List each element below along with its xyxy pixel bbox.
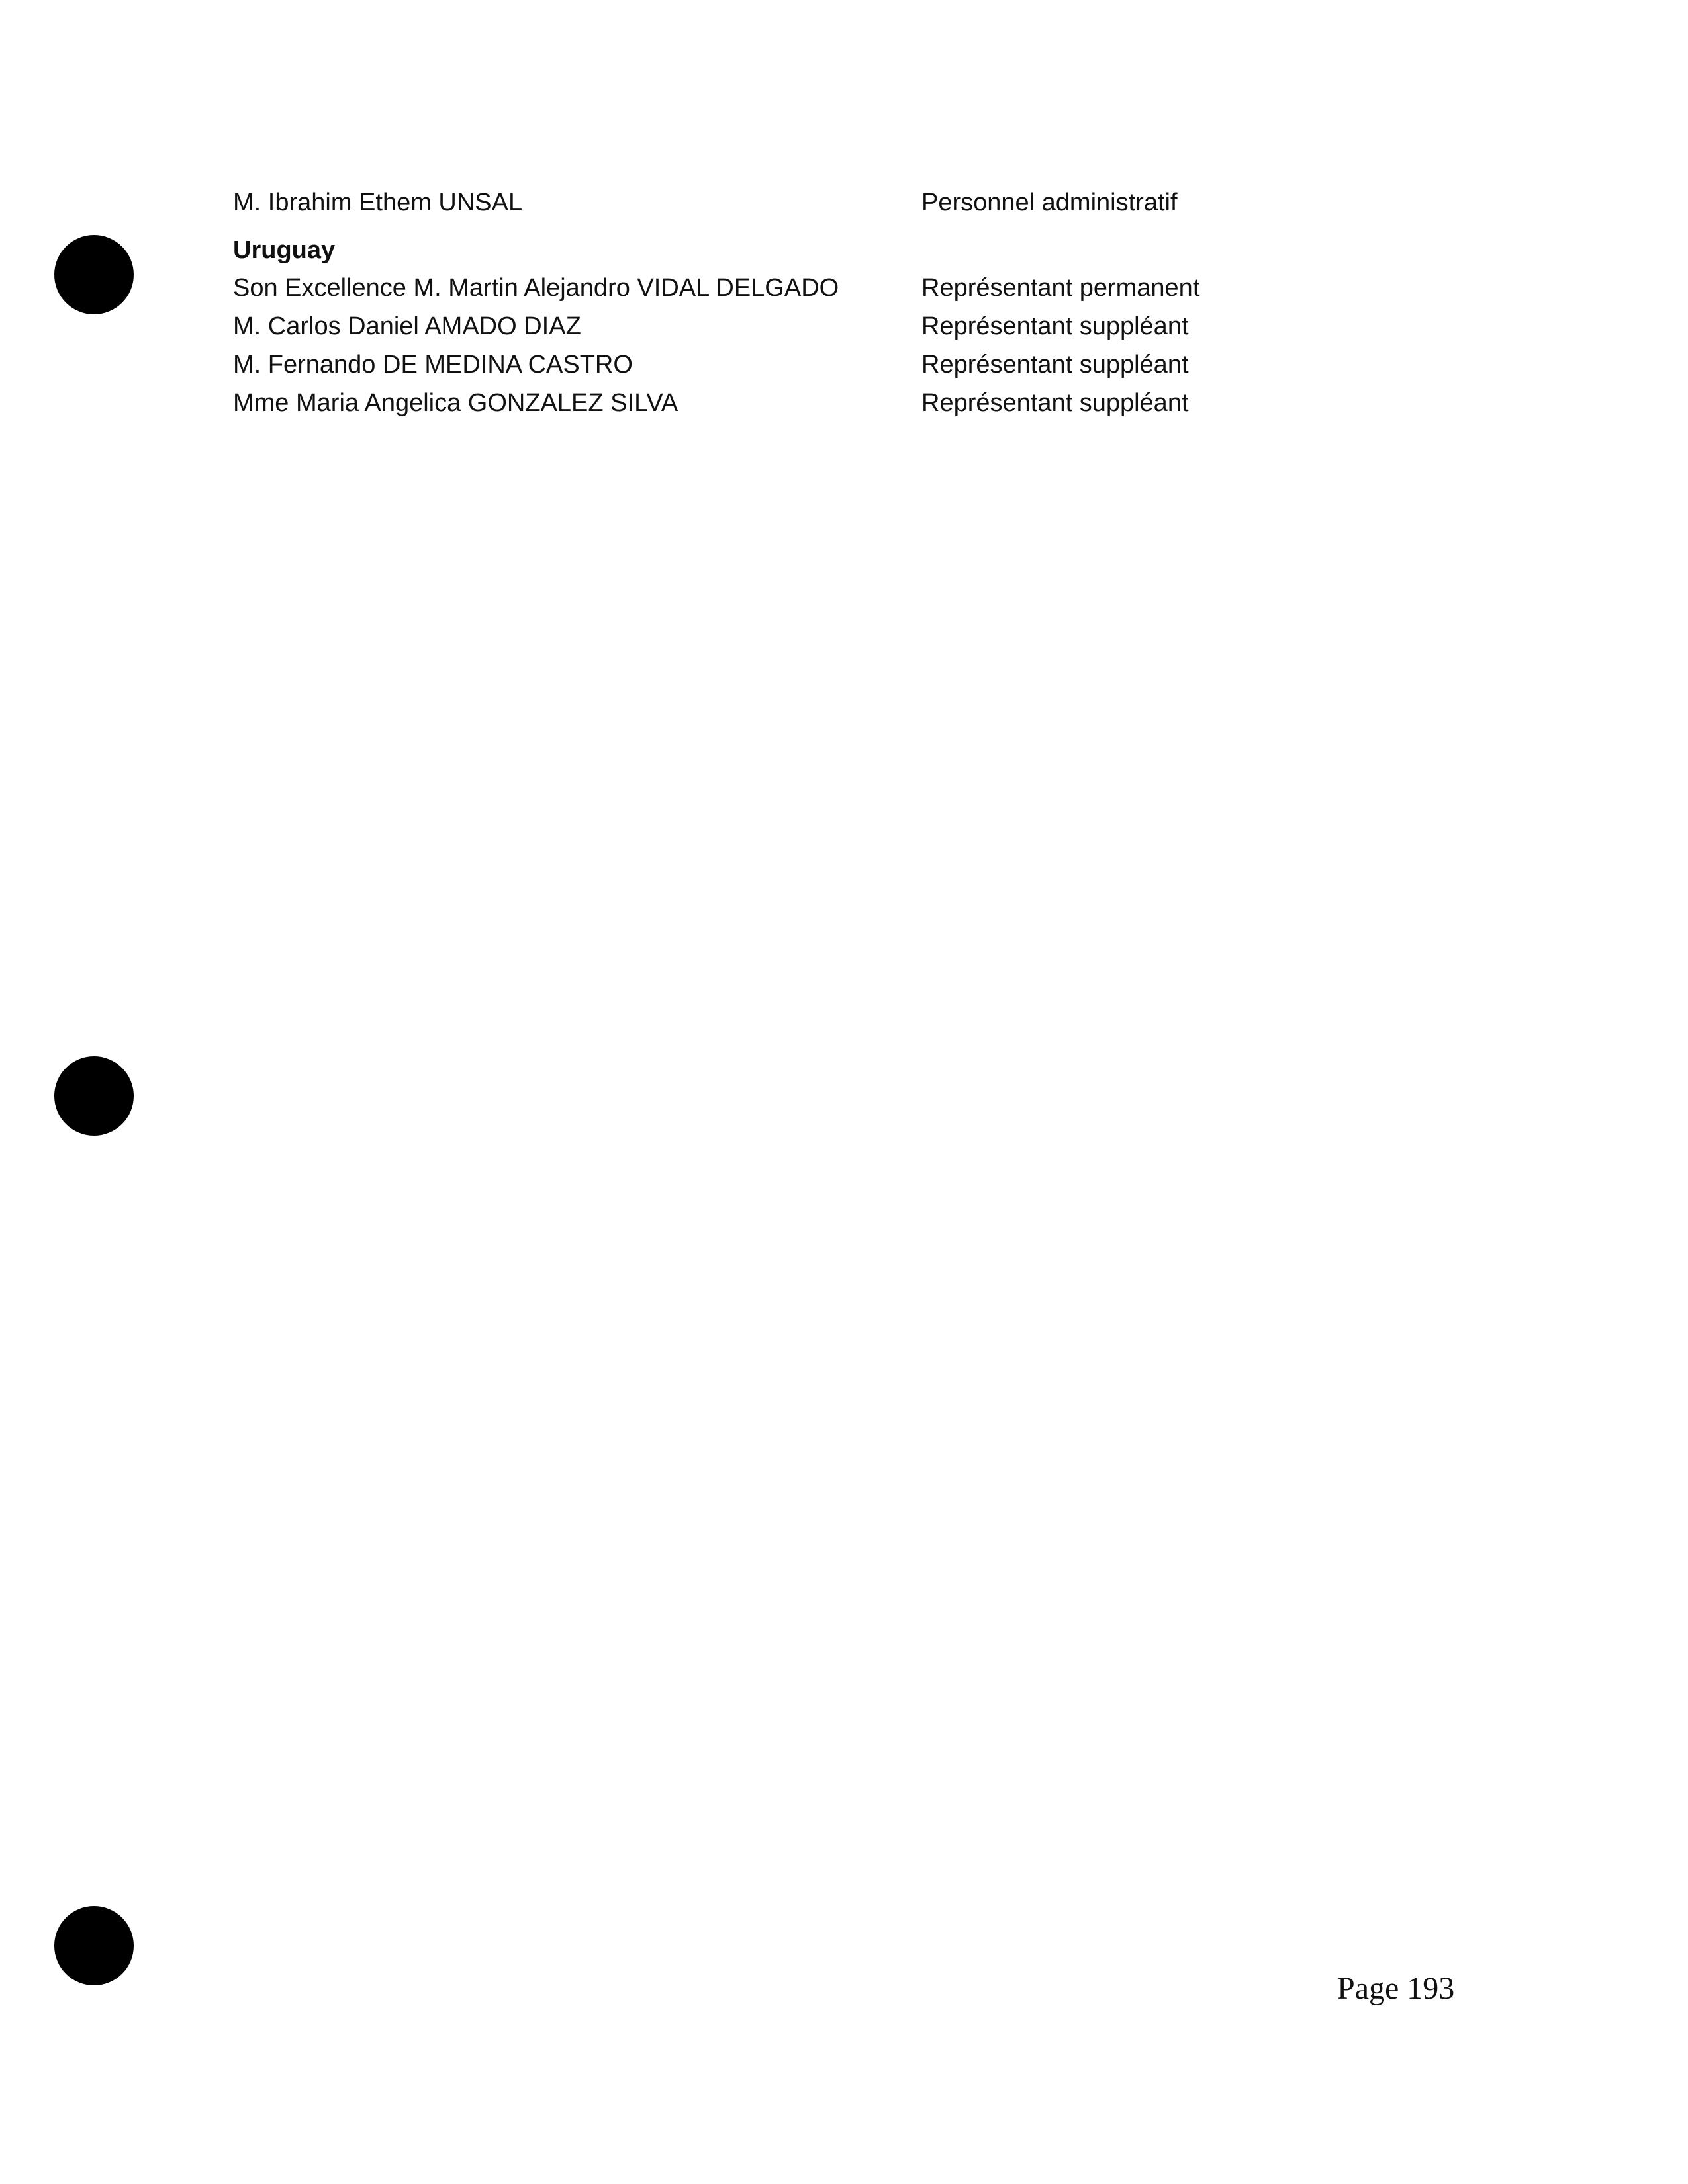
participant-role: Représentant suppléant [921,351,1189,379]
participant-role: Représentant suppléant [921,389,1189,417]
page-number: Page 193 [1337,1971,1455,2006]
participant-row [233,385,1491,422]
participant-row [233,346,1491,383]
participant-role: Représentant permanent [921,274,1200,302]
participant-name: M. Carlos Daniel AMADO DIAZ [233,312,581,340]
participant-row [233,269,1491,306]
punch-hole-middle [54,1056,134,1136]
participant-name: Son Excellence M. Martin Alejandro VIDAL DELGADO [233,274,839,302]
punch-hole-top [54,235,134,314]
participant-role: Personnel administratif [921,189,1178,216]
participant-name: M. Ibrahim Ethem UNSAL [233,189,523,216]
participant-row [233,184,1491,221]
participant-role: Représentant suppléant [921,312,1189,340]
participant-name: Mme Maria Angelica GONZALEZ SILVA [233,389,679,417]
punch-hole-bottom [54,1906,134,1985]
participant-row [233,308,1491,345]
participant-name: M. Fernando DE MEDINA CASTRO [233,351,633,379]
country-heading: Uruguay [233,236,336,264]
